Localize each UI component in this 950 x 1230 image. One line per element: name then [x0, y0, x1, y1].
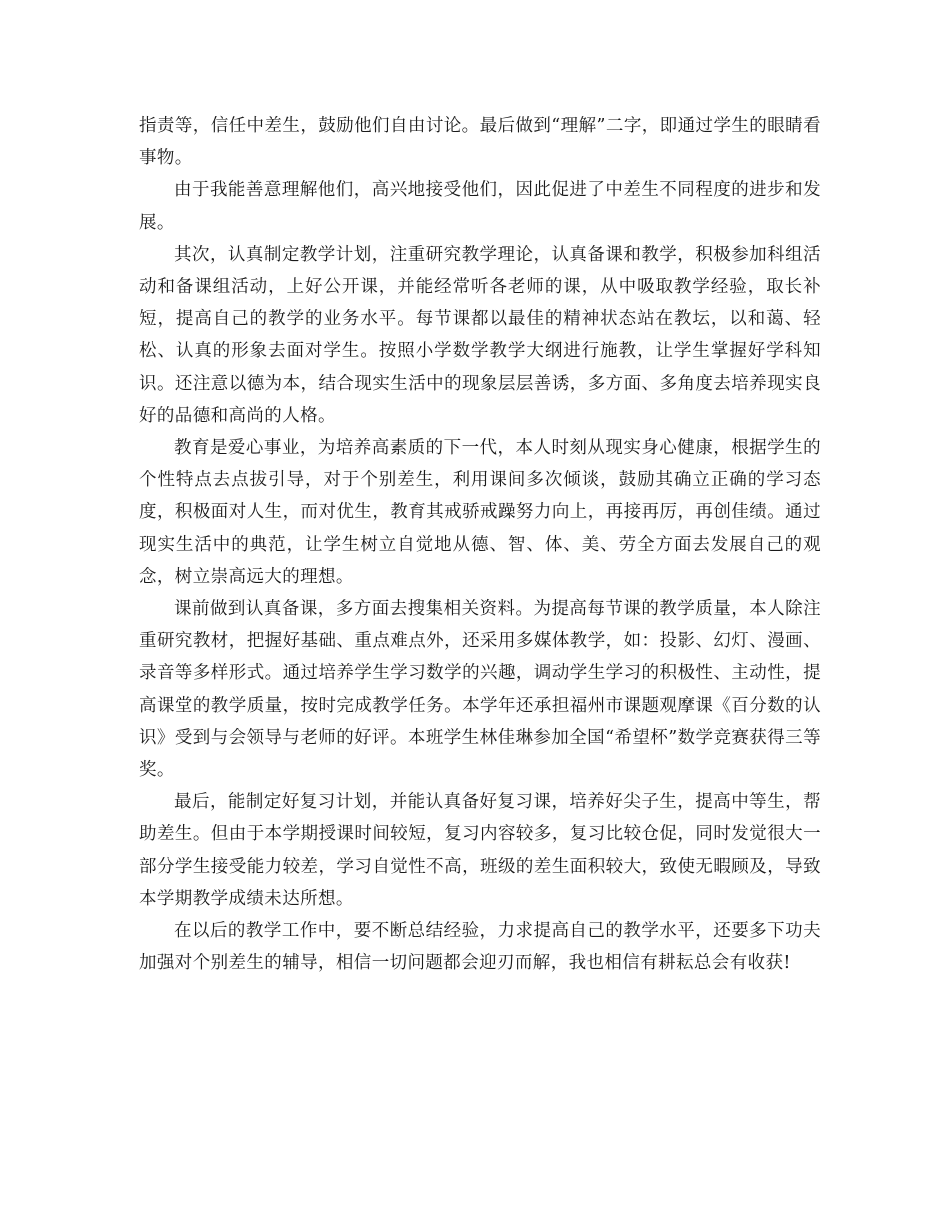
paragraph-teaching-plan: 其次，认真制定教学计划，注重研究教学理论，认真备课和教学，积极参加科组活动和备课组活动，上好公开课，并能经常听各老师的课，从中吸取教学经验，取长补短，提高自己的教学的业务水平。每节课都以最佳的精神状态站在教坛，以和蔼、轻松、认真的形象去面对学生。按照小学数学教学大纲进行施教，让学生掌握好学科知识。还注意以德为本，结合现实生活中的现象层层善诱，多方面、多角度去培养现实良好的品德和高尚的人格。 [139, 244, 821, 426]
paragraph-lesson-preparation: 课前做到认真备课，多方面去搜集相关资料。为提高每节课的教学质量，本人除注重研究教材，把握好基础、重点难点外，还采用多媒体教学，如：投影、幻灯、漫画、录音等多样形式。通过培养学生学习数学的兴趣，调动学生学习的积极性、主动性，提高课堂的教学质量，按时完成教学任务。本学年还承担福州市课题观摩课《百分数的认识》受到与会领导与老师的好评。本班学生林佳琳参加全国“希望杯”数学竞赛获得三等奖。 [139, 599, 821, 781]
paragraph-conclusion: 在以后的教学工作中，要不断总结经验，力求提高自己的教学水平，还要多下功夫加强对个别差生的辅导，相信一切问题都会迎刃而解，我也相信有耕耘总会有收获! [139, 921, 821, 974]
paragraph-continuation: 指责等，信任中差生，鼓励他们自由讨论。最后做到“理解”二字，即通过学生的眼睛看事物。 [139, 116, 821, 169]
paragraph-moral-education: 教育是爱心事业，为培养高素质的下一代，本人时刻从现实身心健康，根据学生的个性特点去点拔引导，对于个别差生，利用课间多次倾谈，鼓励其确立正确的学习态度，积极面对人生，而对优生，教育其戒骄戒躁努力向上，再接再厉，再创佳绩。通过现实生活中的典范，让学生树立自觉地从德、智、体、美、劳全方面去发展自己的观念，树立崇高远大的理想。 [139, 438, 821, 587]
paragraph-understanding: 由于我能善意理解他们，高兴地接受他们，因此促进了中差生不同程度的进步和发展。 [139, 180, 821, 233]
paragraph-review: 最后，能制定好复习计划，并能认真备好复习课，培养好尖子生，提高中等生，帮助差生。但由于本学期授课时间较短，复习内容较多，复习比较仓促，同时发觉很大一部分学生接受能力较差，学习自觉性不高，班级的差生面积较大，致使无暇顾及，导致本学期教学成绩未达所想。 [139, 792, 821, 909]
document-body [139, 110, 821, 979]
